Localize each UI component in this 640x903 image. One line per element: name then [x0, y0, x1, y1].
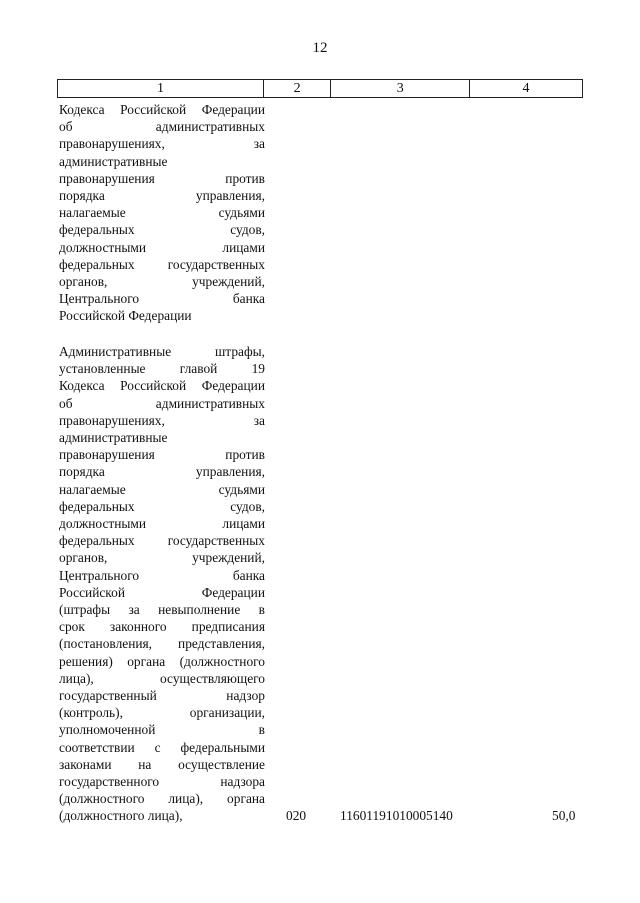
text-line: об административных — [59, 395, 265, 411]
text-line: правонарушениях, за — [59, 136, 265, 152]
row-b-kbk: 11601191010005140 — [340, 808, 453, 823]
text-line: Российской Федерации — [59, 584, 265, 600]
text-line: порядка управления, — [59, 188, 265, 204]
row-b-amount: 50,0 — [552, 808, 576, 823]
text-line: налагаемые судьями — [59, 481, 265, 497]
text-line: органов, учреждений, — [59, 550, 265, 566]
header-col-4: 4 — [470, 80, 583, 98]
text-line: законами на осуществление — [59, 756, 265, 772]
text-line: государственный надзор — [59, 688, 265, 704]
text-line: (должностного лица), органа — [59, 791, 265, 807]
text-line: правонарушения против — [59, 447, 265, 463]
text-line: правонарушения против — [59, 170, 265, 186]
text-line: федеральных судов, — [59, 222, 265, 238]
text-line: соответствии с федеральными — [59, 739, 265, 755]
row-b-code: 020 — [286, 808, 307, 823]
header-col-1: 1 — [58, 80, 264, 98]
text-line: (должностного лица), — [59, 808, 183, 824]
page-number: 12 — [312, 40, 328, 56]
text-line: (контроль), организации, — [59, 705, 265, 721]
text-line: уполномоченной в — [59, 722, 265, 738]
table-header — [57, 79, 583, 98]
text-line: Административные штрафы, — [59, 344, 265, 359]
header-col-2: 2 — [263, 80, 330, 98]
header-col-3: 3 — [331, 80, 470, 98]
text-line: (штрафы за невыполнение в — [59, 602, 265, 618]
text-line: должностными лицами — [59, 239, 265, 255]
text-line: правонарушениях, за — [59, 412, 265, 428]
text-line: установленные главой 19 — [59, 361, 265, 377]
text-line: (постановления, представления, — [59, 636, 265, 652]
text-line: об административных — [59, 119, 265, 135]
text-line: налагаемые судьями — [59, 205, 265, 221]
text-line: органов, учреждений, — [59, 274, 265, 290]
text-line: федеральных государственных — [59, 256, 265, 272]
text-line: должностными лицами — [59, 516, 265, 532]
text-line: федеральных судов, — [59, 498, 265, 514]
row-b-description — [59, 343, 265, 825]
text-line: срок законного предписания — [59, 619, 265, 635]
text-line: административные — [59, 153, 168, 169]
text-line: Центрального банка — [59, 291, 265, 307]
text-line: государственного надзора — [59, 774, 265, 790]
text-line: решения) органа (должностного — [59, 653, 265, 669]
text-line: административные — [59, 430, 168, 446]
text-line: лица), осуществляющего — [59, 670, 265, 686]
text-line: Центрального банка — [59, 567, 265, 583]
text-line: Российской Федерации — [59, 308, 192, 324]
text-line: порядка управления, — [59, 464, 265, 480]
row-a-description — [59, 101, 265, 325]
text-line: Кодекса Российской Федерации — [59, 102, 265, 117]
text-line: федеральных государственных — [59, 533, 265, 549]
text-line: Кодекса Российской Федерации — [59, 378, 265, 394]
